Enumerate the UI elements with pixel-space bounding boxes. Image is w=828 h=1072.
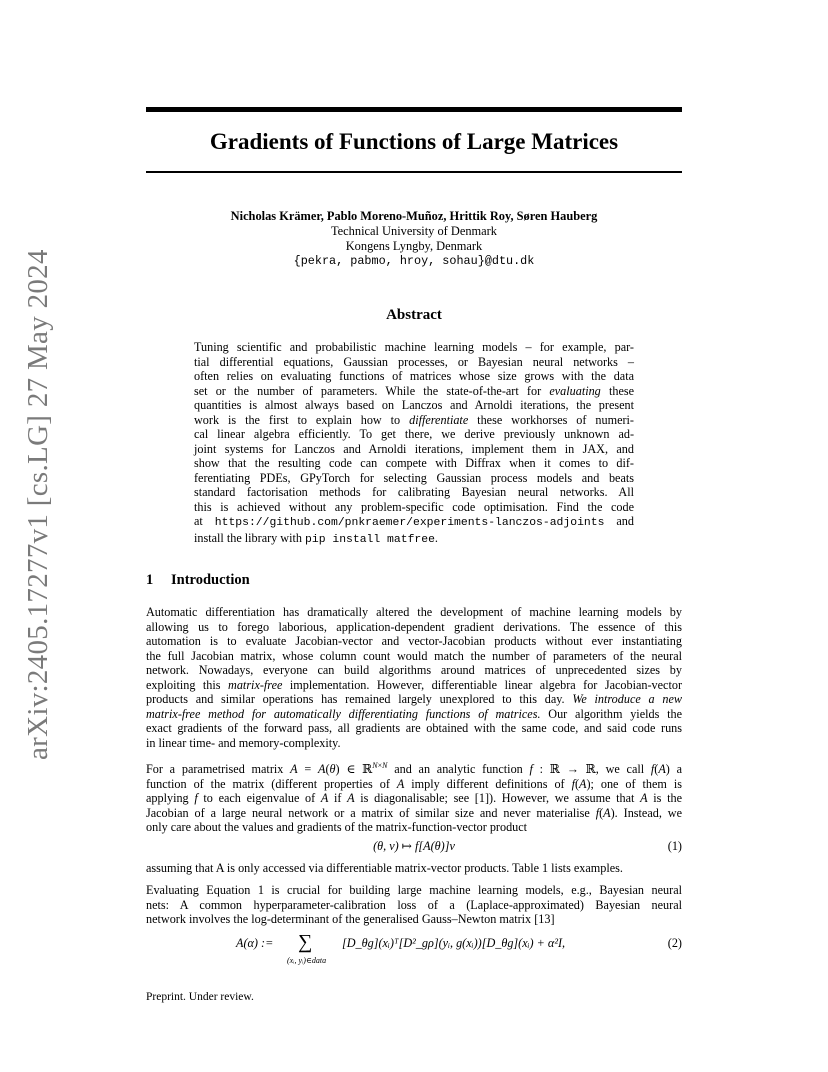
preprint-footer: Preprint. Under review. xyxy=(146,991,254,1003)
equation-2 xyxy=(146,931,682,970)
text-line: assuming that A is only accessed via differentiable matrix-vector products. Table 1 lists examples. xyxy=(146,861,623,875)
install-command: pip install matfree xyxy=(305,533,435,546)
intro-paragraph-3 xyxy=(146,861,682,876)
author-location: Kongens Lyngby, Denmark xyxy=(345,239,483,253)
text-line: exact gradients of the forward pass, all gradients are obtained with the same code, and said code runs xyxy=(146,721,682,735)
text-line: matrix-free method for automatically differentiating functions of matrices. Our algorithm yields the xyxy=(146,706,683,721)
abstract-line: work is the first to explain how to differentiate these workhorses of numeri- xyxy=(194,412,634,427)
equation-1-expression: (θ, v) ↦ f[A(θ)]v xyxy=(373,839,455,853)
text-line: allowing us to forego laborious, application-dependent gradient derivations. The essence of this xyxy=(146,619,682,634)
abstract-line: standard factorisation methods for calibrating Bayesian neural networks. All xyxy=(194,485,634,499)
equation-2-lhs: A(α) := xyxy=(236,936,274,950)
text-line: the full Jacobian matrix, whose column count would match the number of parameters of the neural xyxy=(146,648,682,663)
abstract-line: install the library with pip install matfree. xyxy=(194,530,438,546)
equation-2-rhs: [D_θg](xᵢ)ᵀ[D²_gρ](yᵢ, g(xᵢ))[D_θg](xᵢ) + α²I, xyxy=(342,936,566,950)
text-line: nets: A common hyperparameter-calibration loss of a (Laplace-approximated) Bayesian neural xyxy=(146,897,682,912)
abstract-line: joint systems for Lanczos and Arnoldi iterations, implement them in JAX, and xyxy=(194,441,634,456)
emphasis-matrix-free: matrix-free xyxy=(228,677,283,692)
title-top-rule xyxy=(146,107,682,112)
equation-2-number: (2) xyxy=(667,936,682,950)
text-line: automation is to evaluate Jacobian-vector and vector-Jacobian products without ever instantiating xyxy=(146,634,682,648)
summation-subscript: (xᵢ, yᵢ)∈data xyxy=(287,956,327,965)
text-line: Jacobian of a large neural network or a matrix of similar size and never materialise f(A). Instead, we xyxy=(146,805,682,820)
title-bottom-rule xyxy=(146,171,682,173)
abstract-line: ferentiating PDEs, GPyTorch for selecting Gaussian process models and beats xyxy=(194,470,634,485)
emphasis-differentiate: differentiate xyxy=(409,412,469,427)
text-line: Automatic differentiation has dramatically altered the development of machine learning models by xyxy=(146,605,682,619)
arxiv-identifier-stamp: arXiv:2405.17277v1 [cs.LG] 27 May 2024 xyxy=(22,249,54,760)
text-line: exploiting this matrix-free implementation. However, differentiable linear algebra for Jacobian-vector xyxy=(146,677,683,692)
author-block xyxy=(146,209,682,269)
abstract-line: often relies on evaluating functions of matrices whose size grows with the data xyxy=(194,369,634,383)
abstract-line: cal linear algebra efficiently. To get there, we derive previously unknown ad- xyxy=(194,427,634,441)
section-title: Introduction xyxy=(171,572,250,588)
abstract-line: tial differential equations, Gaussian processes, or Bayesian neural networks – xyxy=(194,354,634,369)
author-affiliation: Technical University of Denmark xyxy=(330,224,497,238)
text-line: only care about the values and gradients of the matrix-function-vector product xyxy=(146,820,528,835)
text-line: products and similar operations has remained largely unexplored to this day. We introduce a new xyxy=(146,692,682,706)
text-line: applying f to each eigenvalue of A if A is diagonalisable; see [1]). However, we assume that A is the xyxy=(146,791,682,806)
abstract-body xyxy=(194,340,634,547)
author-names: Nicholas Krämer, Pablo Moreno-Muñoz, Hrittik Roy, Søren Hauberg xyxy=(230,209,598,223)
abstract-line: show that the resulting code can compete with Diffrax when it comes to dif- xyxy=(194,456,634,470)
section-number: 1 xyxy=(146,572,154,588)
author-emails: {pekra, pabmo, hroy, sohau}@dtu.dk xyxy=(293,254,535,268)
text-line: Evaluating Equation 1 is crucial for building large machine learning models, e.g., Bayesian neural xyxy=(146,883,682,897)
intro-paragraph-1 xyxy=(146,605,682,750)
paper-title: Gradients of Functions of Large Matrices xyxy=(209,129,619,154)
intro-paragraph-4 xyxy=(146,883,682,927)
text-line: For a parametrised matrix A = A(θ) ∈ ℝ$^{N\times N}$ and an analytic function f : ℝ → ℝ, we call f(A) a xyxy=(146,761,683,777)
text-line: network. Nowadays, everyone can build algorithms around matrices of unprecedented sizes by xyxy=(146,663,682,677)
abstract-line: this is achieved without any problem-specific code optimisation. Find the code xyxy=(194,499,634,514)
abstract-heading: Abstract xyxy=(386,307,442,323)
equation-1-number: (1) xyxy=(667,839,682,853)
emphasis-evaluating: evaluating xyxy=(549,383,601,398)
code-repository-link[interactable]: https://github.com/pnkraemer/experiments-lanczos-adjoints xyxy=(214,517,605,529)
intro-paragraph-2 xyxy=(146,759,682,835)
section-heading-introduction xyxy=(146,572,250,589)
text-line: in linear time- and memory-complexity. xyxy=(146,735,341,750)
text-line: network involves the log-determinant of the generalised Gauss–Newton matrix [13] xyxy=(146,912,555,926)
abstract-line: quantities is almost always based on Lanczos and Arnoldi iterations, the present xyxy=(194,398,634,412)
text-line: function of the matrix (different properties of A imply different definitions of f(A); one of them is xyxy=(146,776,682,791)
emphasis-contribution: matrix-free method for automatically differentiating functions of matrices. xyxy=(146,706,541,721)
abstract-line: at https://github.com/pnkraemer/experiments-lanczos-adjoints and xyxy=(194,514,634,529)
emphasis-contribution: We introduce a new xyxy=(572,692,682,706)
abstract-line: set or the number of parameters. While the state-of-the-art for evaluating these xyxy=(194,383,635,398)
summation-symbol: ∑ xyxy=(298,931,313,953)
abstract-line: Tuning scientific and probabilistic machine learning models – for example, par- xyxy=(194,340,634,354)
